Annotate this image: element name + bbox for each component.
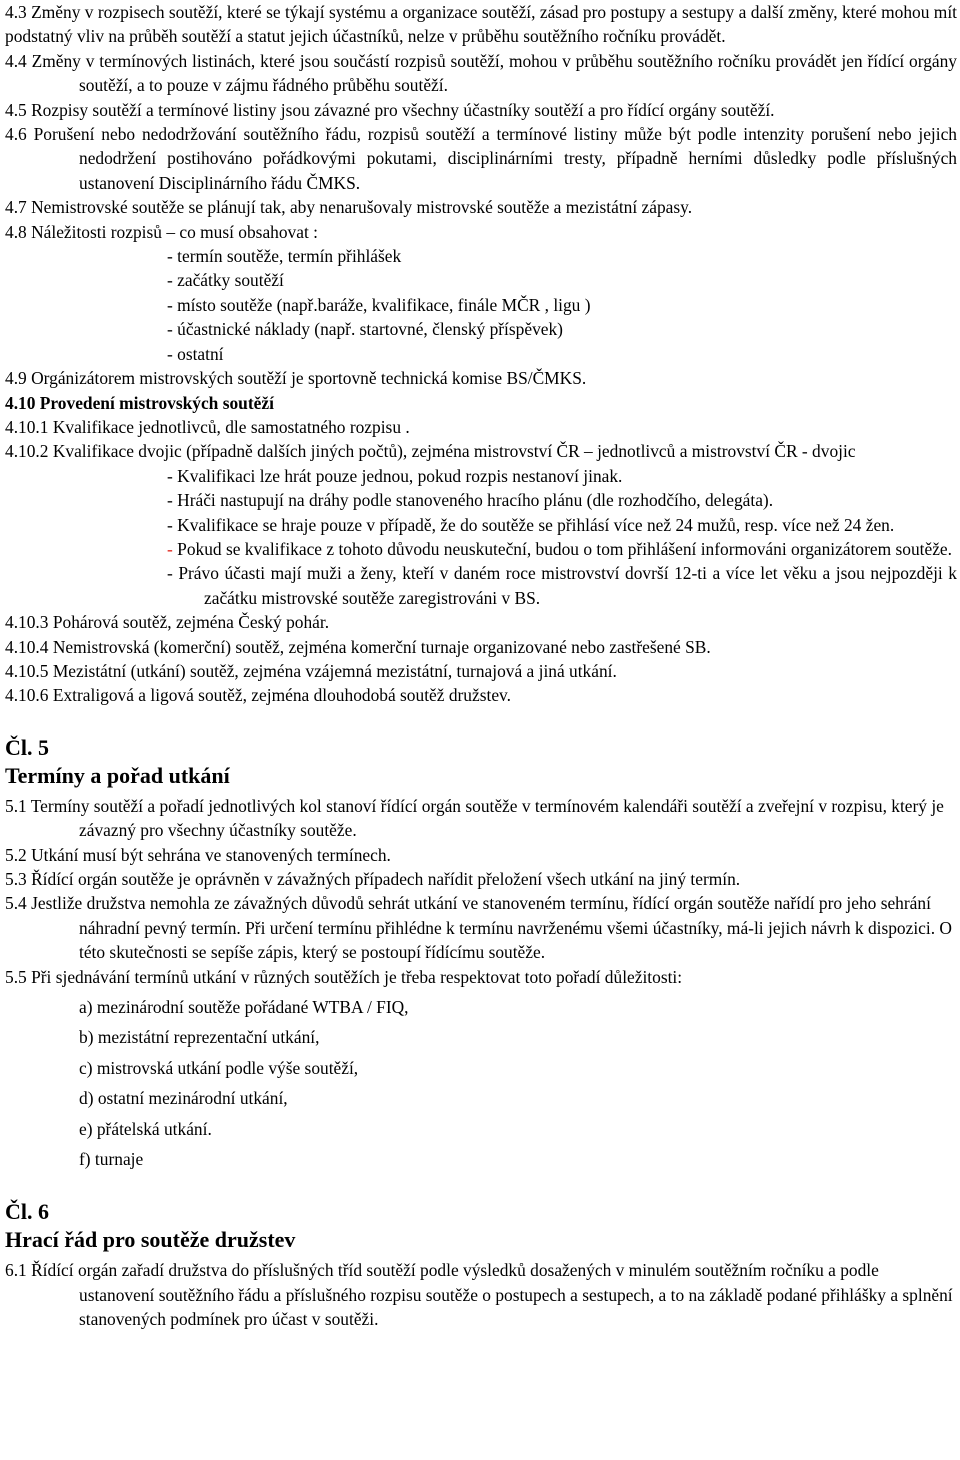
paragraph-4-10-1: 4.10.1 Kvalifikace jednotlivců, dle samostatného rozpisu . bbox=[5, 416, 410, 437]
list-item: - Kvalifikace se hraje pouze v případě, že do soutěže se přihlásí více než 24 mužů, resp. více než 24 žen. bbox=[167, 514, 895, 535]
list-item: d) ostatní mezinárodní utkání, bbox=[79, 1088, 288, 1109]
paragraph-5-1: 5.1 Termíny soutěží a pořadí jednotlivých kol stanoví řídící orgán soutěže v termínovém kalendáři soutěží a zveřejní v rozpisu, který je závazný pro všechny účastníky soutěže. bbox=[5, 795, 944, 841]
section-number-6: Čl. 6 bbox=[5, 1199, 49, 1225]
list-4-10-2 bbox=[5, 464, 957, 610]
paragraph-5-4: 5.4 Jestliže družstva nemohla ze závažných důvodů sehrát utkání ve stanoveném termínu, řídící orgán soutěže nařídí pro jeho sehrání náhradní pevný termín. Při určení termínu přihlédne k termínu navrženému všemi účastníky, má-li jejich návrh k dispozici. O této skutečnosti se sepíše zápis, který se postoupí řídícímu soutěže. bbox=[5, 893, 952, 963]
list-item: - Pokud se kvalifikace z tohoto důvodu neuskuteční, budou o tom přihlášení informováni organizátorem soutěže. bbox=[167, 538, 952, 559]
spacer bbox=[5, 708, 957, 734]
dash-marker: - bbox=[167, 514, 173, 535]
spacer bbox=[5, 1174, 957, 1198]
list-item: - termín soutěže, termín přihlášek bbox=[167, 246, 402, 267]
list-item: b) mezistátní reprezentační utkání, bbox=[79, 1027, 320, 1048]
list-4-8 bbox=[5, 244, 957, 366]
dash-marker: - bbox=[167, 490, 173, 511]
paragraph-4-7: 4.7 Nemistrovské soutěže se plánují tak, aby nenarušovaly mistrovské soutěže a mezistátní zápasy. bbox=[5, 197, 693, 218]
list-item: - Kvalifikaci lze hrát pouze jednou, pokud rozpis nestanoví jinak. bbox=[167, 465, 623, 486]
list-item: - začátky soutěží bbox=[167, 270, 284, 291]
list-item: e) přátelská utkání. bbox=[79, 1118, 212, 1139]
document-page bbox=[5, 0, 957, 1332]
section-title-6: Hrací řád pro soutěže družstev bbox=[5, 1227, 296, 1253]
dash-marker: - bbox=[167, 563, 173, 584]
list-item: c) mistrovská utkání podle výše soutěží, bbox=[79, 1057, 359, 1078]
paragraph-4-5: 4.5 Rozpisy soutěží a termínové listiny jsou závazné pro všechny účastníky soutěží a pro řídící orgány soutěží. bbox=[5, 99, 775, 120]
section-number-5: Čl. 5 bbox=[5, 734, 49, 760]
paragraph-4-10-3: 4.10.3 Pohárová soutěž, zejména Český pohár. bbox=[5, 612, 330, 633]
list-item: f) turnaje bbox=[79, 1149, 144, 1170]
paragraph-4-10-2: 4.10.2 Kvalifikace dvojic (případně dalších jiných počtů), zejména mistrovství ČR – jednotlivců a mistrovství ČR - dvojic bbox=[5, 441, 856, 462]
heading-4-10: 4.10 Provedení mistrovských soutěží bbox=[5, 392, 274, 413]
paragraph-5-3: 5.3 Řídící orgán soutěže je oprávněn v závažných případech nařídit přeložení všech utkání na jiný termín. bbox=[5, 869, 741, 889]
list-item: - účastnické náklady (např. startovné, členský příspěvek) bbox=[167, 319, 563, 340]
dash-marker: - bbox=[167, 465, 173, 486]
list-item: a) mezinárodní soutěže pořádané WTBA / FIQ, bbox=[79, 997, 409, 1018]
paragraph-6-1: 6.1 Řídící orgán zařadí družstva do příslušných tříd soutěží podle výsledků dosažených v minulém soutěžním ročníku a podle ustanovení soutěžního řádu a příslušného rozpisu soutěže o postupech a sestupech, a to na základě podané přihlášky a splnění stanovených podmínek pro účast v soutěži. bbox=[5, 1260, 953, 1330]
paragraph-5-2: 5.2 Utkání musí být sehrána ve stanovených termínech. bbox=[5, 844, 391, 865]
dash-marker: - bbox=[167, 538, 173, 559]
paragraph-4-6: 4.6 Porušení nebo nedodržování soutěžního řádu, rozpisů soutěží a termínové listiny může být podle intenzity porušení nebo jejich nedodržení postihováno pořádkovými pokutami, disciplinárními tresty, případně herními důsledky podle příslušných ustanovení Disciplinárního řádu ČMKS. bbox=[5, 124, 957, 193]
paragraph-4-10-5: 4.10.5 Mezistátní (utkání) soutěž, zejména vzájemná mezistátní, turnajová a jiná utkání. bbox=[5, 660, 617, 681]
paragraph-4-3: 4.3 Změny v rozpisech soutěží, které se týkají systému a organizace soutěží, zásad pro postupy a sestupy a další změny, které mohou mít podstatný vliv na průběh soutěží a statut jejich účastníků, nelze v průběhu soutěžního ročníku provádět. bbox=[5, 2, 957, 47]
list-5-5 bbox=[5, 992, 957, 1174]
section-title-5: Termíny a pořad utkání bbox=[5, 762, 230, 788]
list-item: - ostatní bbox=[167, 343, 224, 364]
paragraph-4-10-6: 4.10.6 Extraligová a ligová soutěž, zejména dlouhodobá soutěž družstev. bbox=[5, 685, 511, 706]
paragraph-4-4: 4.4 Změny v termínových listinách, které jsou součástí rozpisů soutěží, mohou v průběhu soutěžního ročníku provádět jen řídící orgány soutěží, a to pouze v zájmu řádného průběhu soutěží. bbox=[5, 50, 957, 96]
paragraph-4-8: 4.8 Náležitosti rozpisů – co musí obsahovat : bbox=[5, 221, 318, 242]
list-item: - Právo účasti mají muži a ženy, kteří v daném roce mistrovství dovrší 12-ti a více let věku a jsou nejpozději k začátku mistrovské soutěže zaregistrováni v BS. bbox=[167, 563, 957, 608]
list-item: - Hráči nastupují na dráhy podle stanoveného hracího plánu (dle rozhodčího, delegáta). bbox=[167, 490, 774, 511]
paragraph-5-5: 5.5 Při sjednávání termínů utkání v různých soutěžích je třeba respektovat toto pořadí důležitosti: bbox=[5, 966, 683, 987]
list-item: - místo soutěže (např.baráže, kvalifikace, finále MČR , ligu ) bbox=[167, 294, 591, 315]
paragraph-4-10-4: 4.10.4 Nemistrovská (komerční) soutěž, zejména komerční turnaje organizované nebo zastřešené SB. bbox=[5, 636, 711, 657]
paragraph-4-9: 4.9 Orgánizátorem mistrovských soutěží je sportovně technická komise BS/ČMKS. bbox=[5, 368, 587, 389]
